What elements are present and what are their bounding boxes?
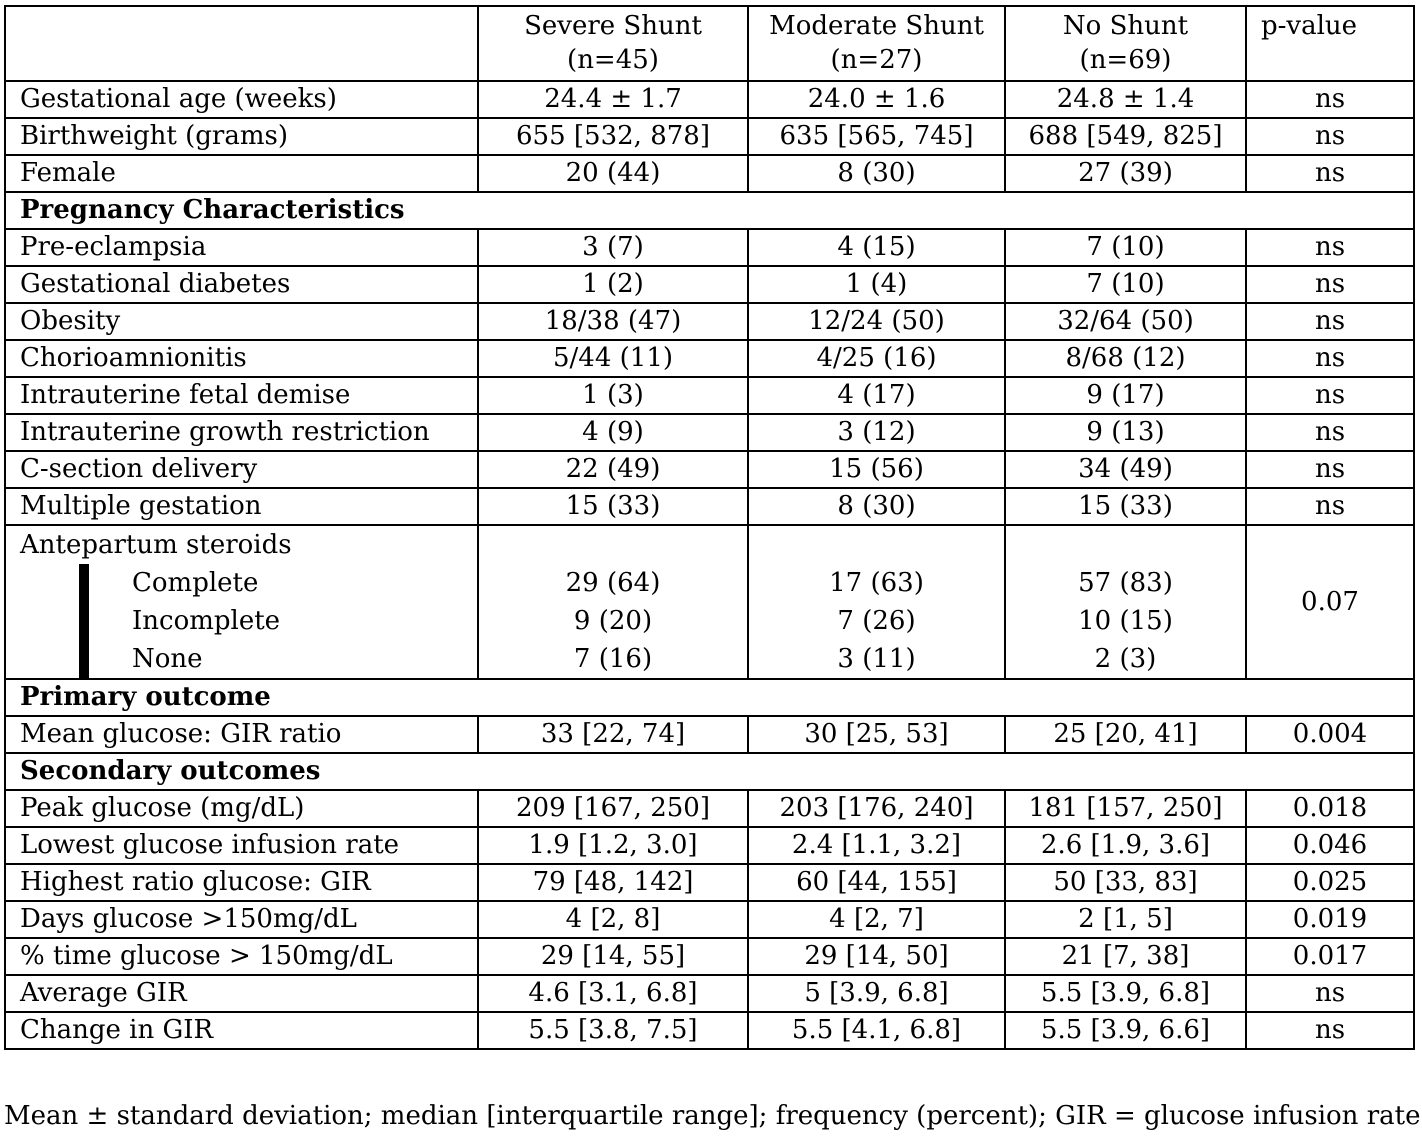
- section-heading: Secondary outcomes: [5, 753, 1414, 790]
- severe-shunt-value: 4 [2, 8]: [478, 901, 748, 938]
- table-row: [5, 340, 1414, 377]
- severe-shunt-value: 79 [48, 142]: [478, 864, 748, 901]
- row-label: Change in GIR: [5, 1012, 478, 1049]
- p-value: 0.017: [1246, 938, 1414, 975]
- moderate-shunt-value: 2.4 [1.1, 3.2]: [748, 827, 1005, 864]
- row-label: Gestational age (weeks): [5, 81, 478, 118]
- header-severe-label: Severe Shunt: [524, 11, 702, 41]
- steroids-sub-item: [20, 602, 463, 640]
- severe-shunt-value: 1.9 [1.2, 3.0]: [478, 827, 748, 864]
- moderate-shunt-value: 60 [44, 155]: [748, 864, 1005, 901]
- moderate-shunt-value: 4 [2, 7]: [748, 901, 1005, 938]
- severe-shunt-value: 209 [167, 250]: [478, 790, 748, 827]
- steroids-row: [5, 525, 1414, 679]
- table-header: [5, 6, 1414, 81]
- row-label: Pre-eclampsia: [5, 229, 478, 266]
- severe-shunt-value: 15 (33): [478, 488, 748, 525]
- no-shunt-value: 15 (33): [1005, 488, 1246, 525]
- square-bullet-icon: [79, 564, 89, 602]
- table-row: [5, 118, 1414, 155]
- moderate-shunt-value: 3 (12): [748, 414, 1005, 451]
- row-label: Average GIR: [5, 975, 478, 1012]
- header-row: [5, 6, 1414, 81]
- section-heading: Primary outcome: [5, 679, 1414, 716]
- header-severe-shunt: [478, 6, 748, 81]
- steroids-p-value: 0.07: [1246, 525, 1414, 679]
- row-label: Intrauterine growth restriction: [5, 414, 478, 451]
- severe-shunt-value: 24.4 ± 1.7: [478, 81, 748, 118]
- header-blank-cell: [5, 6, 478, 81]
- steroids-value: 10 (15): [1078, 606, 1173, 636]
- table-row: [5, 1012, 1414, 1049]
- square-bullet-icon: [79, 640, 89, 678]
- row-label: Gestational diabetes: [5, 266, 478, 303]
- steroids-value: 29 (64): [565, 568, 661, 598]
- header-moderate-n: (n=27): [830, 45, 923, 75]
- p-value: 0.046: [1246, 827, 1414, 864]
- row-label: Peak glucose (mg/dL): [5, 790, 478, 827]
- p-value: ns: [1246, 229, 1414, 266]
- table-footnote: Mean ± standard deviation; median [interquartile range]; frequency (percent); GIR = glucose infusion rate: [4, 1101, 1421, 1131]
- header-severe-n: (n=45): [567, 45, 659, 75]
- demographics-outcomes-table: [4, 5, 1415, 1050]
- moderate-shunt-value: 5.5 [4.1, 6.8]: [748, 1012, 1005, 1049]
- table-row: [5, 155, 1414, 192]
- row-label: Female: [5, 155, 478, 192]
- table-row: [5, 864, 1414, 901]
- no-shunt-value: 8/68 (12): [1005, 340, 1246, 377]
- row-label: Days glucose >150mg/dL: [5, 901, 478, 938]
- row-label: Intrauterine fetal demise: [5, 377, 478, 414]
- moderate-shunt-value: 15 (56): [748, 451, 1005, 488]
- table-row: [5, 938, 1414, 975]
- row-label: Mean glucose: GIR ratio: [5, 716, 478, 753]
- moderate-shunt-value: 29 [14, 50]: [748, 938, 1005, 975]
- p-value: ns: [1246, 1012, 1414, 1049]
- steroids-sub-label: Complete: [132, 568, 259, 598]
- square-bullet-icon: [79, 602, 89, 640]
- row-label: C-section delivery: [5, 451, 478, 488]
- section-row-pregnancy: [5, 192, 1414, 229]
- no-shunt-value: 24.8 ± 1.4: [1005, 81, 1246, 118]
- steroids-sub-label: Incomplete: [132, 606, 281, 636]
- row-label: Birthweight (grams): [5, 118, 478, 155]
- steroids-severe-cell: [478, 525, 748, 679]
- moderate-shunt-value: 4 (17): [748, 377, 1005, 414]
- table-row: [5, 790, 1414, 827]
- severe-shunt-value: 22 (49): [478, 451, 748, 488]
- table-row: [5, 81, 1414, 118]
- table-row: [5, 975, 1414, 1012]
- header-p-value: [1246, 6, 1414, 81]
- row-label: Multiple gestation: [5, 488, 478, 525]
- p-value: 0.019: [1246, 901, 1414, 938]
- p-value: ns: [1246, 451, 1414, 488]
- no-shunt-value: 21 [7, 38]: [1005, 938, 1246, 975]
- severe-shunt-value: 20 (44): [478, 155, 748, 192]
- p-value: 0.004: [1246, 716, 1414, 753]
- severe-shunt-value: 655 [532, 878]: [478, 118, 748, 155]
- severe-shunt-value: 3 (7): [478, 229, 748, 266]
- no-shunt-value: 5.5 [3.9, 6.8]: [1005, 975, 1246, 1012]
- no-shunt-value: 688 [549, 825]: [1005, 118, 1246, 155]
- table-row: [5, 827, 1414, 864]
- steroids-sub-item: [20, 564, 463, 602]
- row-label: Lowest glucose infusion rate: [5, 827, 478, 864]
- table-row: [5, 901, 1414, 938]
- no-shunt-value: 27 (39): [1005, 155, 1246, 192]
- p-value: ns: [1246, 377, 1414, 414]
- row-label: Obesity: [5, 303, 478, 340]
- section-row-primary: [5, 679, 1414, 716]
- p-value: ns: [1246, 266, 1414, 303]
- steroids-label: Antepartum steroids: [20, 530, 292, 560]
- steroids-value: 17 (63): [829, 568, 924, 598]
- section-row-secondary: [5, 753, 1414, 790]
- moderate-shunt-value: 1 (4): [748, 266, 1005, 303]
- header-moderate-label: Moderate Shunt: [769, 11, 984, 41]
- table-row: [5, 377, 1414, 414]
- moderate-shunt-value: 4 (15): [748, 229, 1005, 266]
- p-value: ns: [1246, 303, 1414, 340]
- row-label: Chorioamnionitis: [5, 340, 478, 377]
- table-row: [5, 303, 1414, 340]
- steroids-value: 3 (11): [837, 644, 916, 674]
- p-value: ns: [1246, 340, 1414, 377]
- moderate-shunt-value: 12/24 (50): [748, 303, 1005, 340]
- severe-shunt-value: 18/38 (47): [478, 303, 748, 340]
- steroids-sub-item: [20, 640, 463, 678]
- table-row: [5, 716, 1414, 753]
- p-value: ns: [1246, 975, 1414, 1012]
- table-row: [5, 451, 1414, 488]
- steroids-value: 7 (16): [573, 644, 653, 674]
- steroids-value: 57 (83): [1078, 568, 1173, 598]
- moderate-shunt-value: 30 [25, 53]: [748, 716, 1005, 753]
- no-shunt-value: 32/64 (50): [1005, 303, 1246, 340]
- no-shunt-value: 34 (49): [1005, 451, 1246, 488]
- p-value: ns: [1246, 118, 1414, 155]
- table-row: [5, 229, 1414, 266]
- no-shunt-value: 9 (13): [1005, 414, 1246, 451]
- steroids-sub-label: None: [132, 644, 203, 674]
- severe-shunt-value: 5.5 [3.8, 7.5]: [478, 1012, 748, 1049]
- moderate-shunt-value: 203 [176, 240]: [748, 790, 1005, 827]
- header-no-shunt: [1005, 6, 1246, 81]
- severe-shunt-value: 1 (3): [478, 377, 748, 414]
- severe-shunt-value: 33 [22, 74]: [478, 716, 748, 753]
- section-heading: Pregnancy Characteristics: [5, 192, 1414, 229]
- table-body: [5, 81, 1414, 1049]
- severe-shunt-value: 5/44 (11): [478, 340, 748, 377]
- no-shunt-value: 5.5 [3.9, 6.6]: [1005, 1012, 1246, 1049]
- severe-shunt-value: 4.6 [3.1, 6.8]: [478, 975, 748, 1012]
- moderate-shunt-value: 635 [565, 745]: [748, 118, 1005, 155]
- steroids-label-cell: [5, 525, 478, 679]
- table-row: [5, 488, 1414, 525]
- no-shunt-value: 2.6 [1.9, 3.6]: [1005, 827, 1246, 864]
- severe-shunt-value: 29 [14, 55]: [478, 938, 748, 975]
- steroids-moderate-cell: [748, 525, 1005, 679]
- no-shunt-value: 7 (10): [1005, 229, 1246, 266]
- header-none-n: (n=69): [1079, 45, 1172, 75]
- steroids-none-cell: [1005, 525, 1246, 679]
- severe-shunt-value: 4 (9): [478, 414, 748, 451]
- severe-shunt-value: 1 (2): [478, 266, 748, 303]
- p-value: ns: [1246, 488, 1414, 525]
- p-value: 0.025: [1246, 864, 1414, 901]
- moderate-shunt-value: 24.0 ± 1.6: [748, 81, 1005, 118]
- steroids-value: 7 (26): [837, 606, 916, 636]
- table-row: [5, 414, 1414, 451]
- p-value: ns: [1246, 81, 1414, 118]
- header-p-label: p-value: [1261, 11, 1358, 41]
- table-row: [5, 266, 1414, 303]
- row-label: Highest ratio glucose: GIR: [5, 864, 478, 901]
- steroids-value: 2 (3): [1094, 644, 1157, 674]
- no-shunt-value: 181 [157, 250]: [1005, 790, 1246, 827]
- row-label: % time glucose > 150mg/dL: [5, 938, 478, 975]
- p-value: ns: [1246, 414, 1414, 451]
- header-moderate-shunt: [748, 6, 1005, 81]
- no-shunt-value: 7 (10): [1005, 266, 1246, 303]
- p-value: ns: [1246, 155, 1414, 192]
- no-shunt-value: 25 [20, 41]: [1005, 716, 1246, 753]
- no-shunt-value: 2 [1, 5]: [1005, 901, 1246, 938]
- moderate-shunt-value: 4/25 (16): [748, 340, 1005, 377]
- moderate-shunt-value: 8 (30): [748, 488, 1005, 525]
- moderate-shunt-value: 5 [3.9, 6.8]: [748, 975, 1005, 1012]
- header-none-label: No Shunt: [1062, 11, 1189, 41]
- no-shunt-value: 9 (17): [1005, 377, 1246, 414]
- p-value: 0.018: [1246, 790, 1414, 827]
- moderate-shunt-value: 8 (30): [748, 155, 1005, 192]
- steroids-value: 9 (20): [573, 606, 653, 636]
- no-shunt-value: 50 [33, 83]: [1005, 864, 1246, 901]
